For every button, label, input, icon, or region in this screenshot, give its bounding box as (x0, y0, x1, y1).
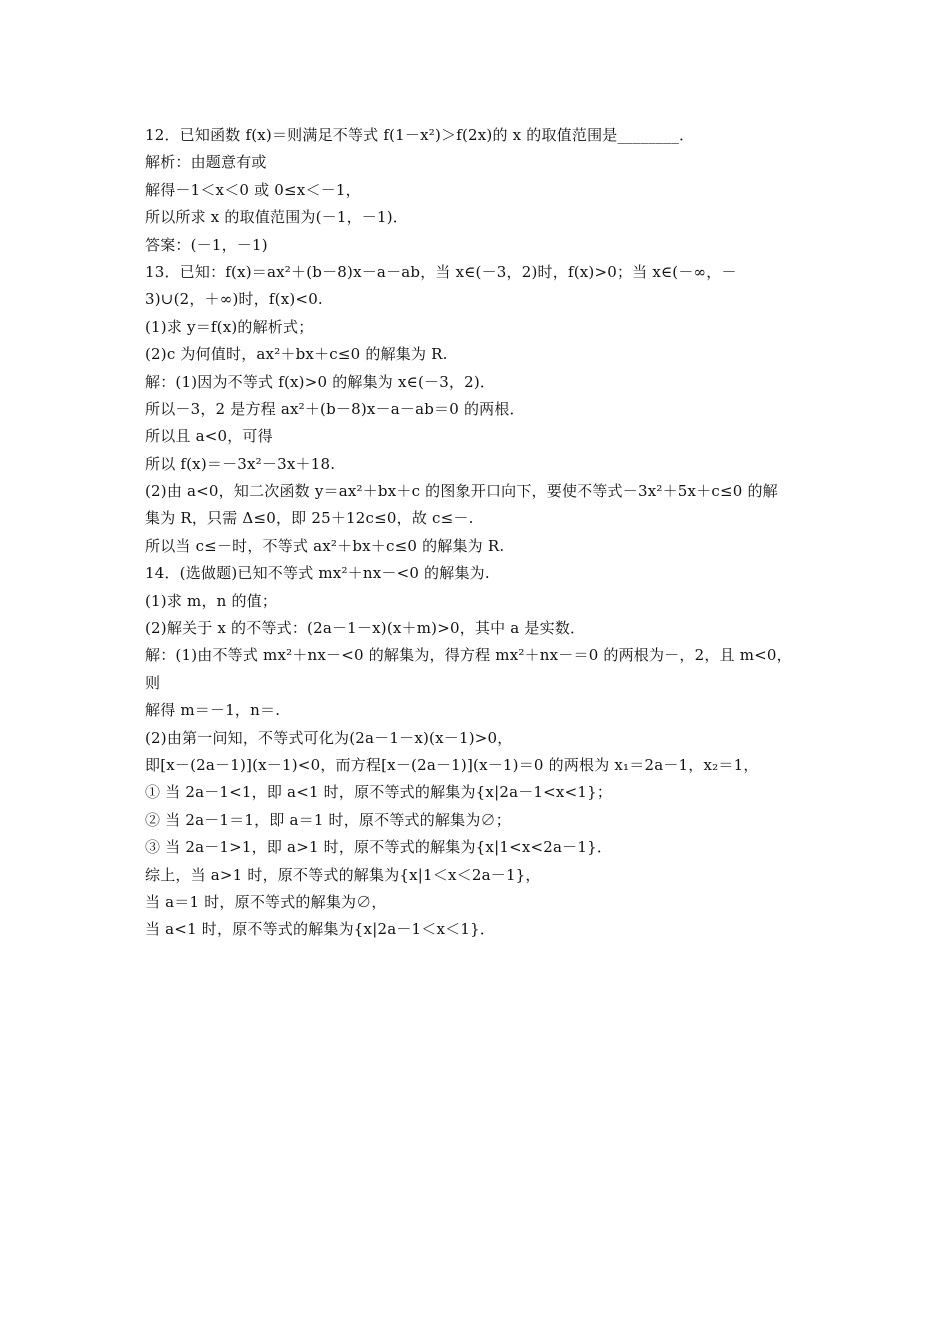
problem-13-conclusion: 所以当 c≤－时，不等式 ax²＋bx＋c≤0 的解集为 R. (145, 536, 505, 555)
problem-14-summary: 当 a<1 时，原不等式的解集为{x|2a－1＜x＜1}． (145, 920, 496, 939)
problem-14-solution-line: 解：(1)由不等式 mx²＋nx－<0 的解集为，得方程 mx²＋nx－＝0 的两根为－，2，且 m<0， (145, 646, 792, 665)
problem-13-solution-line: 所以且 a<0，可得 (145, 427, 273, 446)
problem-13-statement-cont: 3)∪(2，＋∞)时，f(x)<0. (145, 290, 323, 309)
problem-14-statement: 14．(选做题)已知不等式 mx²＋nx－<0 的解集为. (145, 564, 490, 583)
problem-14-summary: 综上，当 a>1 时，原不等式的解集为{x|1＜x＜2a－1}， (145, 865, 541, 884)
problem-13-part-1: (1)求 y＝f(x)的解析式； (145, 317, 314, 336)
problem-12-statement: 12．已知函数 f(x)＝则满足不等式 f(1－x²)＞f(2x)的 x 的取值范围是________． (145, 126, 695, 144)
problem-14-case-1: ① 当 2a－1<1，即 a<1 时，原不等式的解集为{x|2a－1<x<1}； (145, 783, 613, 802)
problem-14-solution-line: 即[x－(2a－1)](x－1)<0，而方程[x－(2a－1)](x－1)＝0 的两根为 x₁＝2a－1，x₂＝1， (145, 755, 759, 774)
problem-12-solution-step: 解得－1＜x＜0 或 0≤x＜－1， (145, 180, 361, 199)
problem-12-answer: 答案：(－1，－1) (145, 235, 268, 254)
problem-12-analysis: 解析：由题意有或 (145, 153, 267, 172)
problem-14-part-2: (2)解关于 x 的不等式：(2a－1－x)(x＋m)>0，其中 a 是实数． (145, 619, 586, 638)
problem-14-case-3: ③ 当 2a－1>1，即 a>1 时，原不等式的解集为{x|1<x<2a－1}． (145, 838, 613, 857)
problem-13-solution-line: 集为 R，只需 Δ≤0，即 25＋12c≤0，故 c≤－. (145, 509, 474, 528)
problem-14-summary: 当 a＝1 时，原不等式的解集为∅， (145, 892, 387, 911)
problem-13-statement: 13．已知：f(x)＝ax²＋(b－8)x－a－ab，当 x∈(－3，2)时，f(x)>0；当 x∈(－∞，－ (145, 262, 737, 281)
problem-14-solution-line: 解得 m＝－1，n＝. (145, 701, 281, 720)
document-body (145, 122, 825, 944)
problem-14-case-2: ② 当 2a－1＝1，即 a＝1 时，原不等式的解集为∅； (145, 810, 511, 829)
problem-14-solution-line: 则 (145, 673, 161, 692)
problem-13-solution-line: 解：(1)因为不等式 f(x)>0 的解集为 x∈(－3，2)． (145, 372, 496, 391)
problem-14-solution-line: (2)由第一问知，不等式可化为(2a－1－x)(x－1)>0， (145, 728, 513, 747)
problem-14-part-1: (1)求 m，n 的值； (145, 591, 278, 610)
problem-12-range: 所以所求 x 的取值范围为(－1，－1)． (145, 208, 408, 227)
problem-13-solution-line: 所以 f(x)＝－3x²－3x＋18. (145, 454, 336, 473)
problem-13-part-2: (2)c 为何值时，ax²＋bx＋c≤0 的解集为 R. (145, 345, 448, 364)
problem-13-solution-line: (2)由 a<0，知二次函数 y＝ax²＋bx＋c 的图象开口向下，要使不等式－3x²＋5x＋c≤0 的解 (145, 482, 778, 501)
problem-13-solution-line: 所以－3，2 是方程 ax²＋(b－8)x－a－ab＝0 的两根． (145, 399, 525, 418)
